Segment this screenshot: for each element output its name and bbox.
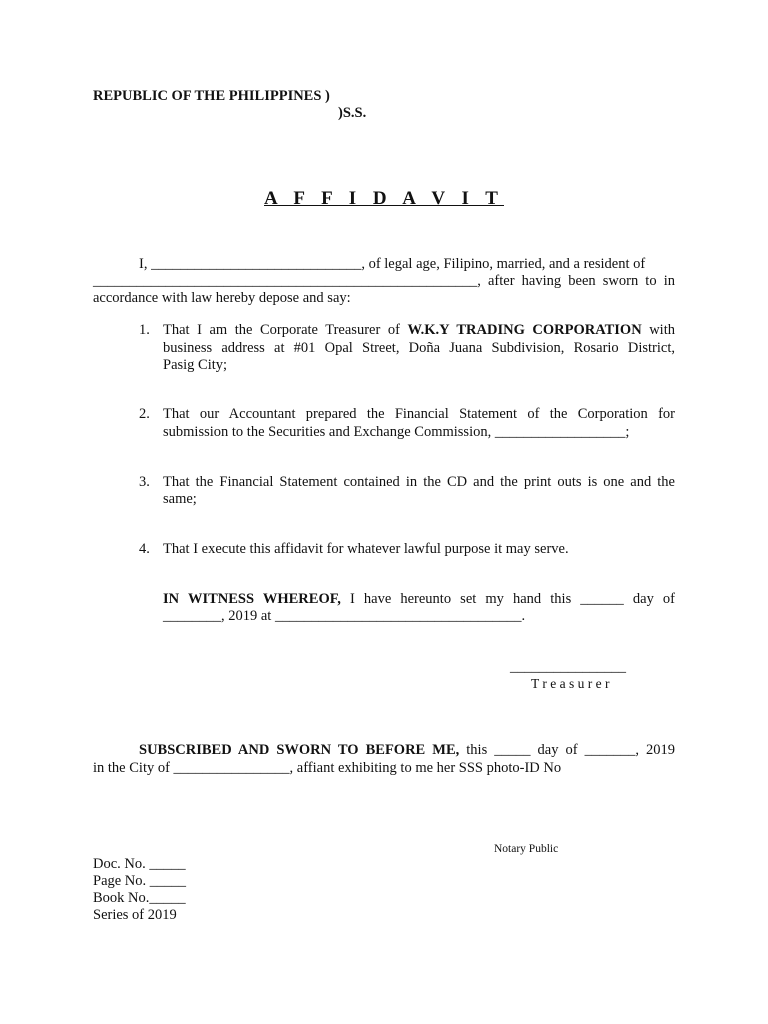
witness-line-2: ________, 2019 at __________________________________. (163, 608, 526, 624)
item-1-text-end: with (641, 322, 675, 338)
intro-line-2: _____________________________________________________, after having been sworn to in (93, 273, 675, 289)
signature-line: ________________ (510, 659, 626, 675)
document-title: A F F I D A V I T (264, 188, 504, 209)
witness-heading: IN WITNESS WHEREOF, (163, 591, 341, 607)
item-3-line-2: same; (163, 491, 197, 507)
item-4-line-1: That I execute this affidavit for whatever lawful purpose it may serve. (163, 541, 569, 557)
jurat-line-2: in the City of ________________, affiant exhibiting to me her SSS photo-ID No (93, 760, 562, 776)
jurat-line-1 (139, 742, 675, 759)
signature-label: T r e a s u r e r (531, 676, 610, 691)
intro-line-3: accordance with law hereby depose and say: (93, 290, 351, 306)
item-1-line-1 (163, 322, 675, 339)
jurat-heading: SUBSCRIBED AND SWORN TO BEFORE ME, (139, 742, 460, 758)
series: Series of 2019 (93, 907, 177, 923)
item-1-text: That I am the Corporate Treasurer of (163, 322, 408, 338)
item-3-number: 3. (139, 474, 150, 490)
item-2-line-2: submission to the Securities and Exchange Commission, __________________; (163, 424, 630, 440)
ss-marker: )S.S. (338, 105, 367, 121)
book-no: Book No._____ (93, 890, 186, 906)
republic-line: REPUBLIC OF THE PHILIPPINES ) (93, 88, 330, 104)
item-2-line-1: That our Accountant prepared the Financial Statement of the Corporation for (163, 406, 675, 422)
witness-line-1 (163, 591, 675, 608)
item-1-number: 1. (139, 322, 150, 338)
page-no: Page No. _____ (93, 873, 187, 889)
item-1-line-2: business address at #01 Opal Street, Doña Juana Subdivision, Rosario District, (163, 340, 675, 356)
item-1-line-3: Pasig City; (163, 357, 228, 373)
company-name: W.K.Y TRADING CORPORATION (407, 322, 642, 338)
item-4-number: 4. (139, 541, 150, 557)
doc-no: Doc. No. _____ (93, 856, 186, 872)
witness-text: I have hereunto set my hand this ______ day of (340, 591, 676, 607)
notary-public-label: Notary Public (494, 843, 559, 855)
jurat-text: this _____ day of _______, 2019 (459, 742, 676, 758)
intro-line-1: I, _____________________________, of legal age, Filipino, married, and a resident of (139, 256, 646, 272)
item-2-number: 2. (139, 406, 150, 422)
item-3-line-1: That the Financial Statement contained in the CD and the print outs is one and the (163, 474, 675, 490)
